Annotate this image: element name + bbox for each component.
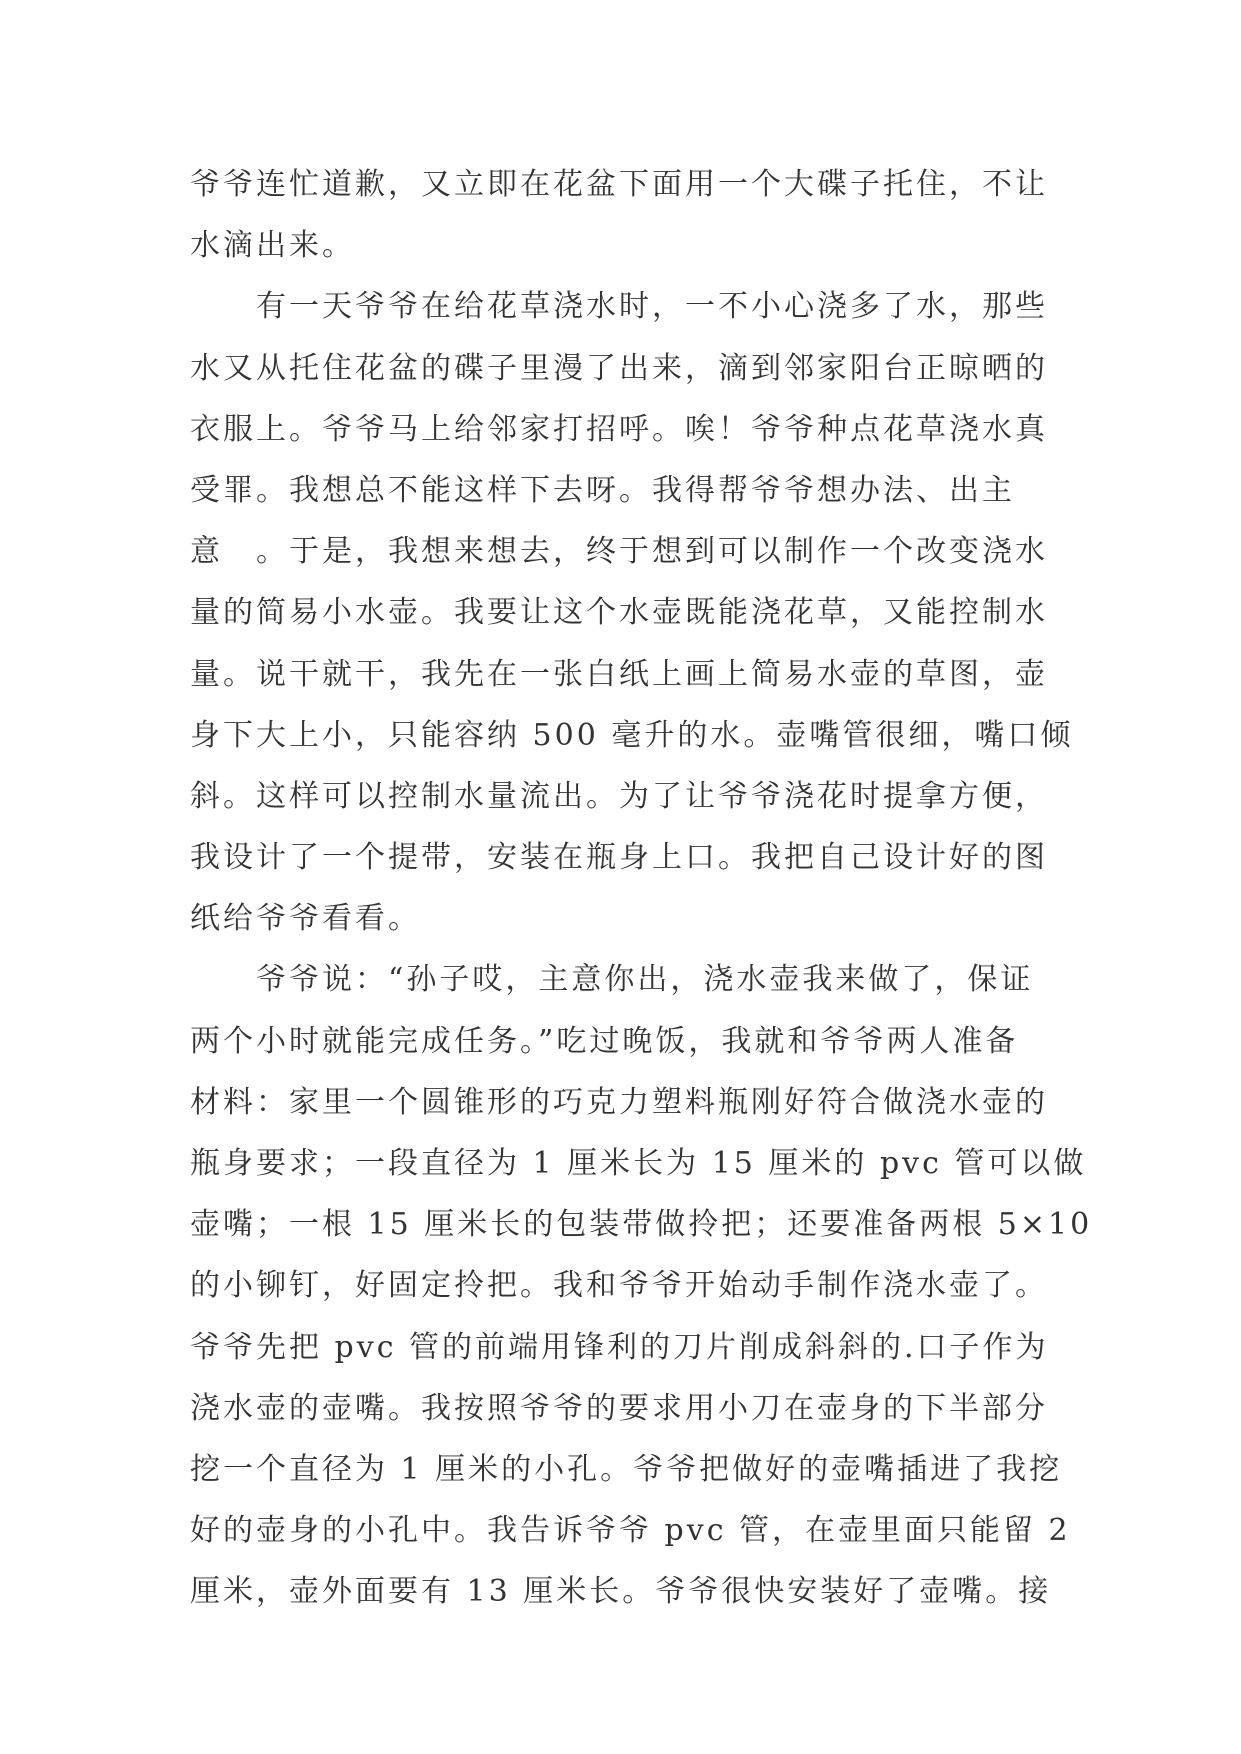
text-line: 有一天爷爷在给花草浇水时，一不小心浇多了水，那些	[190, 289, 1048, 325]
text-line: 爷爷连忙道歉，又立即在花盆下面用一个大碟子托住，不让	[190, 167, 1048, 202]
text-line: 爷爷说：“孙子哎，主意你出，浇水壶我来做了，保证	[190, 962, 1034, 998]
text-line: 量的简易小水壶。我要让这个水壶既能浇花草，又能控制水	[190, 595, 1048, 631]
text-line: 的小铆钉，好固定拎把。我和爷爷开始动手制作浇水壶了。	[190, 1268, 1048, 1304]
text-line: 厘米，壶外面要有 13 厘米长。爷爷很快安装好了壶嘴。接	[190, 1574, 1052, 1610]
text-line: 意 。于是，我想来想去，终于想到可以制作一个改变浇水	[190, 534, 1048, 570]
text-line: 挖一个直径为 1 厘米的小孔。爷爷把做好的壶嘴插进了我挖	[190, 1451, 1063, 1487]
text-line: 我设计了一个提带，安装在瓶身上口。我把自己设计好的图	[190, 840, 1048, 876]
text-line: 受罪。我想总不能这样下去呀。我得帮爷爷想办法、出主	[190, 472, 1015, 508]
text-line: 瓶身要求；一段直径为 1 厘米长为 15 厘米的 pvc 管可以做	[190, 1146, 1087, 1181]
text-line: 壶嘴；一根 15 厘米长的包装带做拎把；还要准备两根 5×10	[190, 1207, 1093, 1243]
text-line: 衣服上。爷爷马上给邻家打招呼。唉！爷爷种点花草浇水真	[190, 411, 1048, 447]
text-line: 爷爷先把 pvc 管的前端用锋利的刀片削成斜斜的.口子作为	[190, 1329, 1049, 1365]
text-line: 水滴出来。	[190, 228, 355, 264]
text-line: 浇水壶的壶嘴。我按照爷爷的要求用小刀在壶身的下半部分	[190, 1390, 1048, 1426]
text-line: 材料：家里一个圆锥形的巧克力塑料瓶刚好符合做浇水壶的	[190, 1084, 1048, 1120]
text-line: 纸给爷爷看看。	[190, 901, 421, 937]
text-line: 身下大上小，只能容纳 500 毫升的水。壶嘴管很细，嘴口倾	[190, 717, 1074, 753]
text-line: 水又从托住花盆的碟子里漫了出来，滴到邻家阳台正晾晒的	[190, 350, 1048, 386]
text-line: 好的壶身的小孔中。我告诉爷爷 pvc 管，在壶里面只能留 2	[190, 1513, 1071, 1549]
document-body	[190, 154, 1093, 1623]
text-line: 两个小时就能完成任务。”吃过晚饭，我就和爷爷两人准备	[190, 1023, 1019, 1059]
text-line: 斜。这样可以控制水量流出。为了让爷爷浇花时提拿方便，	[190, 778, 1048, 814]
text-line: 量。说干就干，我先在一张白纸上画上简易水壶的草图，壶	[190, 656, 1048, 692]
